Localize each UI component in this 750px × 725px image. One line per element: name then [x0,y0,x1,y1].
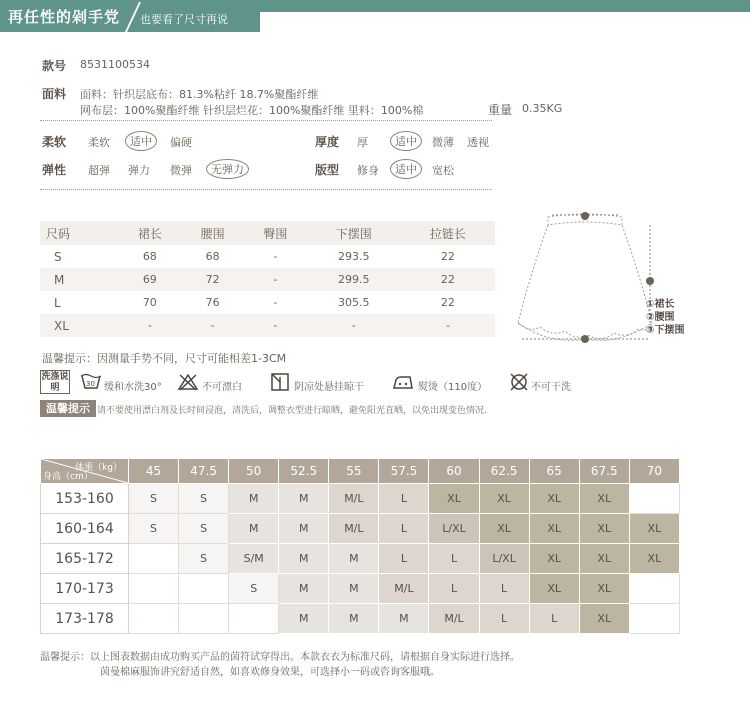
cell: M [40,268,118,291]
size-cell: M/L [329,514,379,544]
size-table-header [40,221,495,245]
thickness-option-thick: 厚 [357,136,368,149]
cell: 69 [118,268,181,291]
thickness-option-thin: 微薄 [432,136,454,149]
size-col-size: 尺码 [40,221,118,245]
height-range-cell: 160-164 [41,514,129,544]
fit-option-loose: 宽松 [432,164,454,177]
size-col-zipper: 拉链长 [401,221,495,245]
fabric-label: 面料 [42,87,67,101]
length-mark-icon [646,277,654,285]
fabric-line1: 面料：针织层底布：81.3%粘纤 18.7%聚酯纤维 [80,88,319,101]
weight-col-header: 65 [529,459,579,484]
size-cell: M [329,604,379,634]
elasticity-option-none-selected: 无弹力 [206,159,249,179]
size-cell [629,604,679,634]
size-cell: L/XL [479,544,529,574]
size-cell: XL [479,514,529,544]
fit-table-corner [41,459,129,484]
elasticity-label: 弹性 [42,163,67,177]
cell: - [273,296,278,309]
cell: 299.5 [307,268,401,291]
size-cell: M [279,544,329,574]
cell: 70 [142,296,157,309]
size-col-hem: 下摆围 [307,221,401,245]
table-row [41,574,680,604]
size-cell: S [179,544,229,574]
weight-col-header: 47.5 [179,459,229,484]
fabric-line2: 网布层：100%聚酯纤维 针织层烂花：100%聚酯纤维 里料：100%棉 [80,104,424,117]
corner-height-label: 身高（cm） [43,472,93,482]
size-col-length: 裙长 [118,221,181,245]
size-cell [179,604,229,634]
size-cell [229,604,279,634]
size-cell: S [179,514,229,544]
size-col-hip: 臀围 [244,221,307,245]
size-cell: L [479,574,529,604]
weight-col-header: 67.5 [579,459,629,484]
fit-option-slim: 修身 [357,164,379,177]
size-measurement-table [40,221,495,337]
cell: L [54,295,61,310]
weight-col-header: 55 [329,459,379,484]
wash-label: 洗涤说明 [41,372,69,393]
size-cell: M [229,514,279,544]
size-cell: XL [529,544,579,574]
cell: - [307,314,401,337]
size-cell: XL [579,484,629,514]
size-cell: M [279,484,329,514]
cell: - [244,314,307,337]
header-white-band [260,12,750,32]
skirt-outline-icon [518,214,652,340]
size-cell: XL [579,544,629,574]
hand-wash-30-icon [80,372,102,392]
cell: 293.5 [338,250,370,263]
thickness-option-medium-selected: 适中 [390,131,422,151]
size-cell: L [429,544,479,574]
cell: S [54,249,62,264]
size-cell: M [279,514,329,544]
cell: XL [40,314,118,337]
table-row [41,484,680,514]
care-tip-text: 请不要使用漂白剂及长时间浸泡，清洗后，调整衣型进行晾晒，避免阳光直晒，以免出现变色情况. [97,406,487,416]
iron-icon [392,372,414,392]
cell: - [181,314,244,337]
softness-option-soft: 柔软 [88,136,110,149]
cell: 68 [142,250,157,263]
size-cell: XL [529,484,579,514]
cell: 76 [205,296,220,309]
cell: 22 [440,296,455,309]
table-row [40,268,495,291]
header-title: 再任性的剁手党 [8,8,121,26]
header-subtitle: 也要看了尺寸再说 [140,13,228,26]
cell: 22 [440,250,455,263]
size-cell: XL [579,604,629,634]
svg-text:30: 30 [86,380,95,388]
size-cell: S [179,484,229,514]
skirt-measurement-diagram [510,205,725,355]
size-cell: M/L [429,604,479,634]
size-cell: M [329,544,379,574]
legend-waist: ②腰围 [646,312,675,323]
size-cell: XL [579,514,629,544]
cell: - [244,268,307,291]
weight-col-header: 70 [629,459,679,484]
fit-option-medium-selected: 适中 [390,159,422,179]
size-col-waist: 腰围 [181,221,244,245]
footer-tip-line2: 茵曼棉麻服饰讲究舒适自然，如喜欢修身效果，可选择小一码或咨询客服哦。 [100,667,440,678]
size-cell: XL [629,544,679,574]
cell: - [118,314,181,337]
elasticity-option-super: 超弹 [88,164,110,177]
thickness-label: 厚度 [315,135,340,149]
weight-col-header: 52.5 [279,459,329,484]
softness-option-hard: 偏硬 [170,136,192,149]
size-cell [179,574,229,604]
size-cell: XL [529,514,579,544]
waist-mark-icon [581,212,589,220]
weight-label: 重量 [488,103,513,117]
size-cell [129,574,179,604]
size-cell: L [379,544,429,574]
legend-hem: ③下摆围 [646,325,685,336]
no-bleach-icon [177,372,199,392]
cell: 305.5 [338,296,370,309]
size-cell: S [129,484,179,514]
fit-table-header [41,459,680,484]
size-cell: XL [629,514,679,544]
weight-col-header: 60 [429,459,479,484]
size-cell: M [279,574,329,604]
softness-label: 柔软 [42,135,67,149]
wash-text-2: 不可漂白 [202,382,242,393]
cell: - [273,250,278,263]
height-range-cell: 173-178 [41,604,129,634]
table-row [41,514,680,544]
cell: 68 [205,250,220,263]
measure-tip: 温馨提示：因测量手势不同，尺寸可能相差1-3CM [42,352,287,365]
fit-label: 版型 [315,163,340,177]
weight-col-header: 45 [129,459,179,484]
size-cell: L [479,604,529,634]
size-cell: S [229,574,279,604]
care-tip-label: 温馨提示 [40,400,96,417]
size-cell: XL [429,484,479,514]
height-range-cell: 170-173 [41,574,129,604]
weight-col-header: 50 [229,459,279,484]
table-row [40,314,495,337]
size-cell: M/L [329,484,379,514]
height-range-cell: 165-172 [41,544,129,574]
wash-text-3: 阴凉处悬挂晾干 [294,382,364,393]
cell: 22 [401,268,495,291]
height-range-cell: 153-160 [41,484,129,514]
size-cell: M [329,574,379,604]
size-cell: XL [479,484,529,514]
cell: 72 [181,268,244,291]
cell: - [401,314,495,337]
elasticity-option-slight: 微弹 [170,164,192,177]
code-value: 8531100534 [80,58,150,71]
size-cell: XL [579,574,629,604]
size-cell [129,604,179,634]
softness-option-medium-selected: 适中 [125,131,157,151]
divider-dotted-2 [40,189,492,190]
size-cell: L [379,514,429,544]
fit-table-body [41,484,680,634]
hem-mark-icon [581,335,589,343]
code-label: 款号 [42,59,67,73]
size-cell: L [379,484,429,514]
size-cell [629,574,679,604]
size-cell: S/M [229,544,279,574]
size-cell: M [229,484,279,514]
size-cell: L [429,574,479,604]
no-dry-clean-icon [508,372,530,392]
section-header [0,0,750,32]
size-cell: XL [529,574,579,604]
size-cell: L [529,604,579,634]
weight-col-header: 62.5 [479,459,529,484]
wash-text-4: 熨烫（110度） [418,382,488,393]
header-divider [125,2,141,32]
table-row [41,544,680,574]
size-cell: M/L [379,574,429,604]
wash-instructions [40,370,600,394]
corner-weight-label: 体重（kg） [75,463,122,473]
legend-length: ①裙长 [646,299,675,310]
elasticity-option-stretch: 弹力 [128,164,150,177]
size-cell: L/XL [429,514,479,544]
table-row [41,604,680,634]
size-cell [629,484,679,514]
footer-tip-line1: 温馨提示：以上图表数据由成功购买产品的茵符试穿得出。本款衣衣为标准尺码，请根据自身实际进行选择。 [40,652,520,663]
table-row [40,245,495,268]
weight-col-header: 57.5 [379,459,429,484]
wash-text-1: 缓和水洗30° [104,382,162,393]
size-cell: S [129,514,179,544]
size-cell: M [279,604,329,634]
weight-value: 0.35KG [522,102,563,115]
size-recommendation-table [40,458,680,634]
table-row [40,291,495,314]
size-cell: M [379,604,429,634]
thickness-option-sheer: 透视 [467,136,489,149]
size-cell [129,544,179,574]
wash-text-5: 不可干洗 [531,382,571,393]
line-dry-shade-icon [270,372,290,392]
divider-dotted [40,120,492,121]
